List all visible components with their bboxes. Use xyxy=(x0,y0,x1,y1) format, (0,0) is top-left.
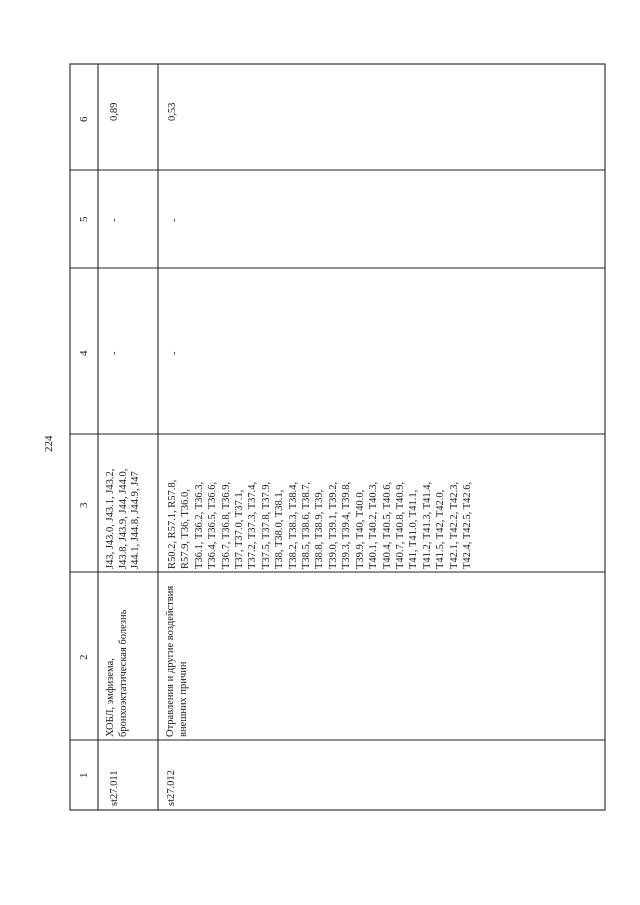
header-col-4: 4 xyxy=(78,350,90,356)
row-2-codes-line: T36.7, T36.8, T36.9, xyxy=(220,481,232,569)
row-2-codes-line: R50.2, R57.1, R57.8, xyxy=(167,479,178,569)
row-2-codes-line: T37.2, T37.3, T37.4, xyxy=(247,481,259,569)
row-1-name: ХОБЛ, эмфизема, бронхоэктатическая болезнь xyxy=(105,609,129,737)
row-2-name: Отравления и другие воздействия внешних причин xyxy=(165,585,189,737)
row-2-codes-line: T39.9, T40, T40.0, xyxy=(354,489,366,569)
row-2-codes-line: T40.7, T40.8, T40.9, xyxy=(394,481,406,569)
row-2-codes-line: T42.1, T42.2, T42.3, xyxy=(448,481,460,569)
row-2-codes-line: T38.2, T38.3, T38.4, xyxy=(287,481,299,569)
row-1-codes-line: J43.8, J43.9, J44, J44.0, xyxy=(117,468,129,569)
row-2-codes-line: T36.1, T36.2, T36.3, xyxy=(193,481,205,569)
row-1-col5: - xyxy=(109,218,120,222)
row-1-codes xyxy=(105,469,143,569)
page-number: 224 xyxy=(43,435,55,452)
row-2-codes-line: R57.9, T36, T36.0, xyxy=(180,489,192,569)
row-2-codes-line: T39.0, T39.1, T39.2, xyxy=(327,481,339,569)
row-2-codes-line: T38.5, T38.6, T38.7, xyxy=(301,481,313,569)
header-col-6: 6 xyxy=(78,116,90,122)
header-col-1: 1 xyxy=(78,772,90,778)
row-2-codes-line: T38, T38.0, T38.1, xyxy=(274,489,286,569)
row-1-col4: - xyxy=(109,351,120,355)
row-2-codes-line: T39.3, T39.4, T39.8, xyxy=(341,481,353,569)
row-2-codes-line: T40.1, T40.2, T40.3, xyxy=(368,481,380,569)
row-1-id: st27.011 xyxy=(109,770,120,806)
row-2-codes-line: T36.4, T36.5, T36.6, xyxy=(207,481,219,569)
row-2-codes xyxy=(166,239,474,569)
row-2-codes-line: T37, T37.0, T37.1, xyxy=(234,489,246,569)
row-2-col4: - xyxy=(169,351,180,355)
row-1-col6: 0,89 xyxy=(109,102,120,121)
header-col-3: 3 xyxy=(78,502,90,508)
row-1-codes-line: J43, J43.0, J43.1, J43.2, xyxy=(105,468,116,569)
row-2-codes-line: T37.5, T37.8, T37.9, xyxy=(260,481,272,569)
row-2-codes-line: T41.2, T41.3, T41.4, xyxy=(421,481,433,569)
header-col-5: 5 xyxy=(78,216,90,222)
row-1-codes-line: J44.1, J44.8, J44.9, J47 xyxy=(130,471,142,569)
row-2-col5: - xyxy=(169,218,180,222)
row-2-codes-line: T41, T41.0, T41.1, xyxy=(408,489,420,569)
row-2-codes-line: T41.5, T42, T42.0, xyxy=(435,489,447,569)
row-2-col6: 0,53 xyxy=(167,102,178,121)
row-2-codes-line: T42.4, T42.5, T42.6, xyxy=(461,481,473,569)
row-2-codes-line: T40.4, T40.5, T40.6, xyxy=(381,481,393,569)
row-2-id: st27.012 xyxy=(166,770,177,806)
row-2-codes-line: T38.8, T38.9, T39, xyxy=(314,489,326,569)
header-col-2: 2 xyxy=(78,654,90,660)
